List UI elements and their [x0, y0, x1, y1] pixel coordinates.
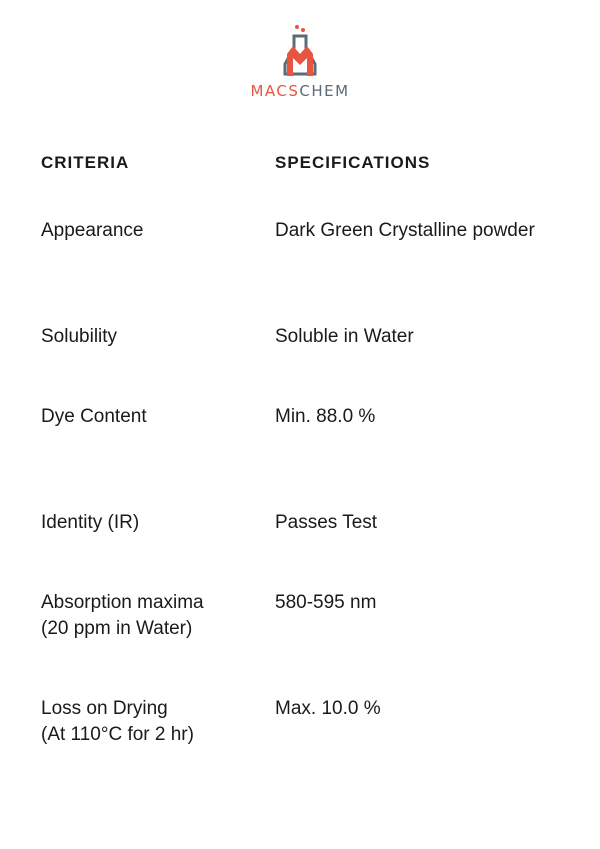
criteria-cell	[41, 324, 261, 350]
criteria-cell	[41, 404, 261, 430]
spec-cell: Max. 10.0 %	[275, 698, 381, 719]
brand-wordmark	[0, 82, 600, 100]
criteria-label: Solubility	[41, 326, 118, 347]
logo	[0, 24, 600, 100]
flask-logo-icon	[277, 24, 323, 78]
criteria-cell	[41, 696, 261, 748]
specifications-header: SPECIFICATIONS	[275, 153, 431, 172]
criteria-cell	[41, 218, 261, 244]
spec-cell: Dark Green Crystalline powder	[275, 220, 535, 241]
criteria-sublabel: (At 110°C for 2 hr)	[41, 724, 194, 745]
spec-cell: Min. 88.0 %	[275, 406, 376, 427]
brand-name-part2: CHEM	[299, 82, 350, 100]
criteria-label: Identity (IR)	[41, 512, 140, 533]
criteria-label: Absorption maxima	[41, 592, 204, 613]
criteria-cell	[41, 510, 261, 536]
brand-name-part1: MACS	[250, 82, 300, 100]
criteria-label: Loss on Drying	[41, 698, 168, 719]
spec-cell: 580-595 nm	[275, 592, 377, 613]
spec-cell: Passes Test	[275, 512, 378, 533]
criteria-sublabel: (20 ppm in Water)	[41, 618, 193, 639]
criteria-cell	[41, 590, 261, 642]
criteria-label: Appearance	[41, 220, 144, 241]
spec-cell: Soluble in Water	[275, 326, 414, 347]
criteria-header: CRITERIA	[41, 153, 130, 172]
criteria-label: Dye Content	[41, 406, 147, 427]
